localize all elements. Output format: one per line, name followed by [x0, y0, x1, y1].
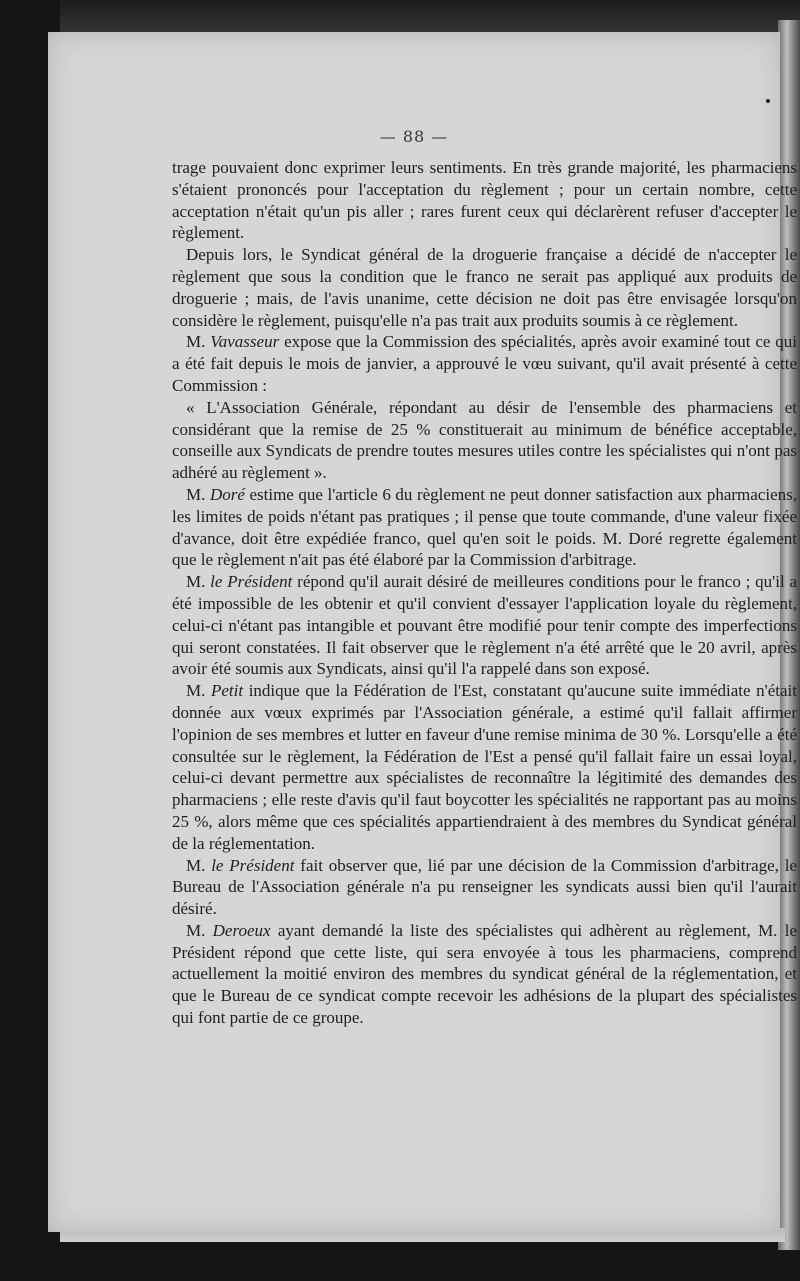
- ink-dot: [766, 99, 770, 103]
- paragraph: « L'Association Générale, répondant au désir de l'ensemble des pharmaciens et considérant que la remise de 25 % constituerait au minimum de bénéfice acceptable, conseille aux Syndicats de prendre toutes mesures utiles contre les spécialistes qui n'ont pas adhéré au règlement ».: [172, 397, 797, 483]
- paragraph: M. le Président fait observer que, lié par une décision de la Commission d'arbitrage, le Bureau de l'Association générale n'a pu renseigner les syndicats aussi bien qu'il l'aurait désiré.: [172, 855, 798, 919]
- speaker-name: Petit: [210, 681, 244, 701]
- document-page: [48, 32, 798, 1232]
- body-text: [172, 157, 797, 1029]
- paragraph: M. Deroeux ayant demandé la liste des spécialistes qui adhèrent au règlement, M. le Président répond que cette liste, qui sera envoyée à tous les pharmaciens, comprend actuellement la moitié environ des membres du syndicat général de la réglementation, et que le Bureau de ce syndicat compte recevoir les adhésions de la plupart des spécialistes qui font partie de ce groupe.: [172, 920, 797, 1028]
- paragraph: M. Doré estime que l'article 6 du règlement ne peut donner satisfaction aux pharmaciens, les limites de poids n'étant pas pratiques ; il pense que toute commande, d'une valeur fixée d'avance, doit être expédiée franco, quel qu'en soit le poids. M. Doré regrette également que le règlement n'ait pas été élaboré par la Commission d'arbitrage.: [172, 484, 797, 570]
- page-number: — 88 —: [379, 127, 449, 146]
- paragraph: M. Petit indique que la Fédération de l'Est, constatant qu'aucune suite immédiate n'était donnée aux vœux exprimés par l'Association générale, a estimé qu'il fallait affirmer l'opinion de ses membres et lutter en faveur d'une remise minima de 30 %. Lorsqu'elle a été consultée sur le règlement, la Fédération de l'Est a pensé qu'il fallait faire un essai loyal, celui-ci devant permettre aux spécialistes de reconnaître la légitimité des demandes des pharmaciens ; elle reste d'avis qu'il faut boycotter les spécialités ne rapportant pas au moins 25 %, alors même que ces spécialités appartiendraient à des membres du Syndicat général de la réglementation.: [172, 681, 797, 853]
- speaker-name: le Président: [211, 855, 295, 875]
- speaker-name: le Président: [210, 572, 293, 592]
- speaker-name: Vavasseur: [210, 332, 280, 352]
- paragraph: M. Vavasseur expose que la Commission des spécialités, après avoir examiné tout ce qui a été fait depuis le mois de janvier, a approuvé le vœu suivant, qu'il avait présenté à cette Commission :: [172, 332, 798, 395]
- speaker-name: Doré: [209, 484, 245, 504]
- speaker-name: Deroeux: [212, 920, 271, 940]
- paragraph: M. le Président répond qu'il aurait désiré de meilleures conditions pour le franco ; qu'il a été impossible de les obtenir et qu'il convient d'essayer l'application loyale du règlement, celui-ci n'étant pas intangible et pouvant être modifié pour tenir compte des imperfections qui seront constatées. Il fait observer que le règlement n'a été arrêté que le 20 avril, après avoir été soumis aux Syndicats, ainsi qu'il l'a rappelé dans son exposé.: [172, 572, 798, 679]
- paragraph: Depuis lors, le Syndicat général de la droguerie française a décidé de n'accepter le règlement que sous la condition que le franco ne serait pas appliqué aux produits de droguerie ; mais, de l'avis unanime, cette décision ne doit pas être envisagée lorsqu'on considère le règlement, puisqu'elle n'a pas trait aux produits soumis à ce règlement.: [172, 245, 797, 330]
- paragraph: trage pouvaient donc exprimer leurs sentiments. En très grande majorité, les pharmaciens s'étaient prononcés pour l'acceptation du règlement ; pour un certain nombre, cette acceptation n'était qu'un pis aller ; rares furent ceux qui déclarèrent refuser d'accepter le règlement.: [172, 158, 797, 243]
